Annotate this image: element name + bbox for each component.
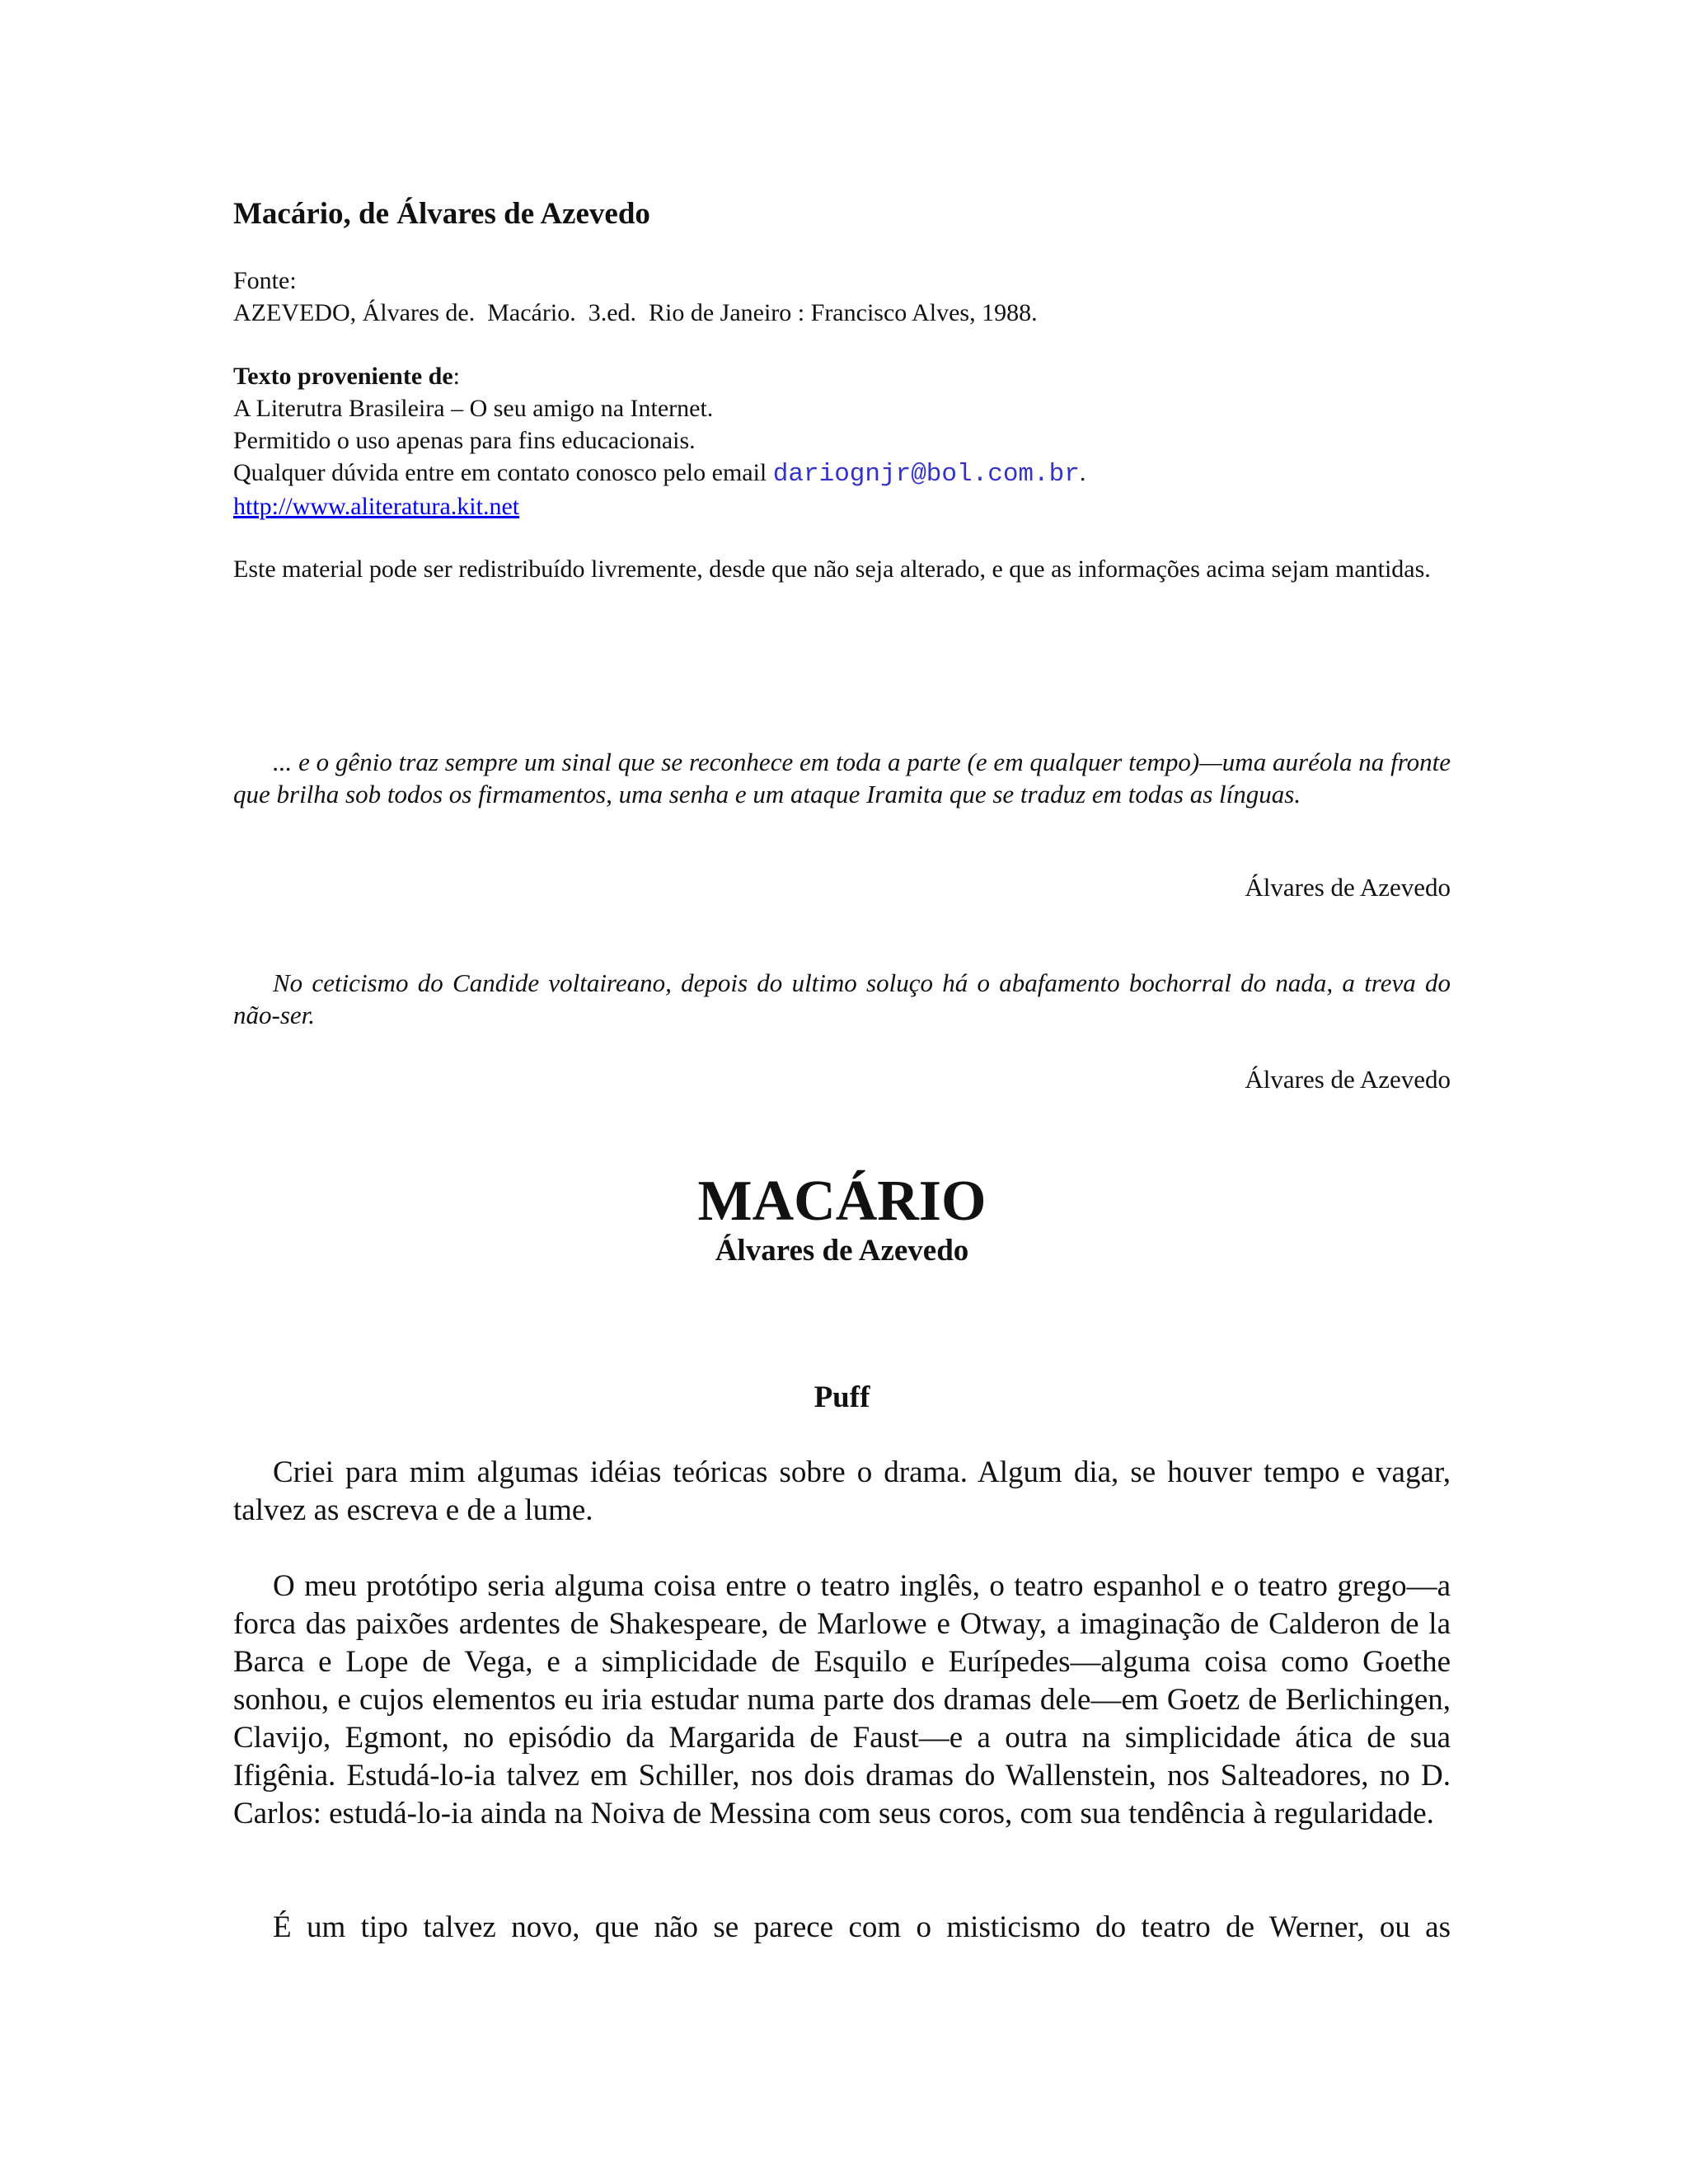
- email-link[interactable]: dariognjr@bol.com.br: [772, 460, 1080, 489]
- epigraph-1: ... e o gênio traz sempre um sinal que se reconhece em toda a parte (e em qualquer tempo)—uma auréola na fronte que brilha sob todos os firmamentos, uma senha e um ataque Iramita que se traduz em todas as línguas.: [233, 748, 1451, 808]
- document-title: Macário, de Álvares de Azevedo: [233, 197, 650, 231]
- origin-line-1: A Literutra Brasileira – O seu amigo na Internet.: [233, 395, 714, 422]
- body-paragraph-3: É um tipo talvez novo, que não se parece com o misticismo do teatro de Werner, ou as: [273, 1910, 1451, 1944]
- source-label: Fonte:: [233, 267, 297, 294]
- origin-line-3: [233, 457, 1451, 490]
- source-citation: AZEVEDO, Álvares de. Macário. 3.ed. Rio de Janeiro : Francisco Alves, 1988.: [233, 299, 1038, 326]
- work-title: MACÁRIO: [697, 1169, 987, 1233]
- origin-block: [233, 360, 1451, 523]
- source-block: [233, 265, 1451, 329]
- origin-line-2: Permitido o uso apenas para fins educacionais.: [233, 427, 696, 454]
- body-paragraph-1: Criei para mim algumas idéias teóricas sobre o drama. Algum dia, se houver tempo e vagar, talvez as escreva e de a lume.: [233, 1455, 1451, 1527]
- body-paragraph-2: O meu protótipo seria alguma coisa entre o teatro inglês, o teatro espanhol e o teatro grego—a forca das paixões ardentes de Shakespeare, de Marlowe e Otway, a imaginação de Calderon de la Barca e Lope de Vega, e a simplicidade de Esquilo e Eurípedes—alguma coisa como Goethe sonhou, e cujos elementos eu iria estudar numa parte dos dramas dele—em Goetz de Berlichingen, Clavijo, Egmont, no episódio da Margarida de Faust—e a outra na simplicidade ática de sua Ifigênia. Estudá-lo-ia talvez em Schiller, nos dois dramas do Wallenstein, nos Salteadores, no D. Carlos: estudá-lo-ia ainda na Noiva de Messina com seus coros, com sua tendência à regularidade.: [233, 1569, 1451, 1830]
- origin-url-line: [233, 490, 1451, 523]
- epigraph-2: No ceticismo do Candide voltaireano, depois do ultimo soluço há o abafamento bochorral do nada, a treva do não-ser.: [233, 968, 1451, 1029]
- origin-line-3-prefix: Qualquer dúvida entre em contato conosco pelo email: [233, 459, 773, 486]
- license-notice: Este material pode ser redistribuído livremente, desde que não seja alterado, e que as informações acima sejam mantidas.: [233, 555, 1431, 583]
- origin-label-line: [233, 360, 1451, 392]
- origin-label-colon: :: [452, 363, 461, 390]
- work-author: Álvares de Azevedo: [715, 1234, 969, 1268]
- origin-label: Texto proveniente de: [233, 363, 453, 390]
- section-title: Puff: [814, 1380, 870, 1414]
- epigraph-1-author: Álvares de Azevedo: [1245, 873, 1451, 902]
- website-link[interactable]: http://www.aliteratura.kit.net: [233, 493, 520, 520]
- origin-line-3-suffix: .: [1079, 459, 1086, 486]
- epigraph-2-author: Álvares de Azevedo: [1245, 1065, 1451, 1094]
